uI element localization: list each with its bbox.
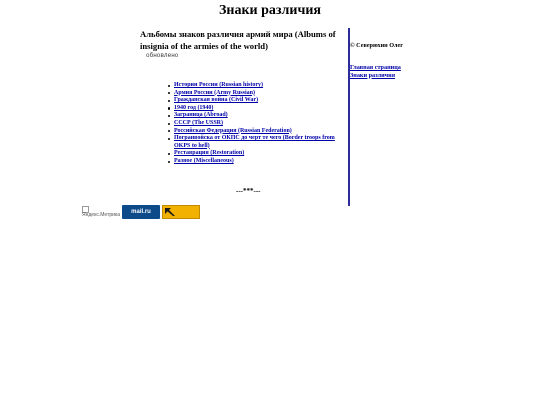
menu-link-army-russia[interactable]: Армия России (Army Russian) [174, 89, 255, 96]
mailru-banner[interactable] [122, 205, 160, 219]
menu-link-1940[interactable]: 1940 год (1940) [174, 104, 214, 111]
copyright-text: © Северюхин Олег [350, 42, 404, 49]
yandex-metrika-counter[interactable] [82, 205, 120, 219]
insignia-link[interactable]: Знаки различия [350, 71, 396, 79]
albums-heading: Альбомы знаков различия армий мира (Albums of insignia of the armies of the world) [140, 29, 336, 51]
list-item [174, 135, 348, 150]
arrow-banner[interactable] [162, 205, 200, 219]
list-item [174, 82, 348, 90]
section-menu [174, 82, 348, 166]
list-item [174, 150, 348, 158]
sidebar-links [350, 64, 410, 79]
menu-link-russian-federation[interactable]: Российская Федерация (Russian Federation) [174, 127, 292, 134]
mailru-label: mail.ru [131, 209, 151, 215]
menu-link-border-troops[interactable]: Погранвойска от ОКПС до черт те чего (Border troops from OKPS to hell) [174, 135, 335, 149]
home-page-link[interactable]: Главная страница [350, 64, 401, 72]
menu-link-civil-war[interactable]: Гражданская война (Civil War) [174, 97, 259, 104]
menu-link-history[interactable]: Истории России (Russian history) [174, 82, 264, 88]
list-item [174, 120, 348, 128]
counter-alt-text: Яндекс.Метрика [82, 212, 120, 218]
list-item [174, 158, 348, 166]
list-item [174, 112, 348, 120]
main-column [140, 28, 345, 60]
arrow-up-left-icon [164, 207, 176, 217]
updated-label: обновлено [146, 52, 179, 59]
page-title: Знаки различия [219, 3, 321, 18]
separator-stars: ---***--- [236, 187, 261, 195]
menu-link-restoration[interactable]: Реставрация (Restoration) [174, 150, 245, 157]
list-item [174, 97, 348, 105]
menu-link-ussr[interactable]: СССР (The USSR) [174, 119, 224, 126]
menu-link-miscellaneous[interactable]: Разное (Miscellaneous) [174, 157, 234, 164]
sidebar [350, 42, 410, 79]
menu-link-abroad[interactable]: Заграница (Abroad) [174, 112, 228, 119]
